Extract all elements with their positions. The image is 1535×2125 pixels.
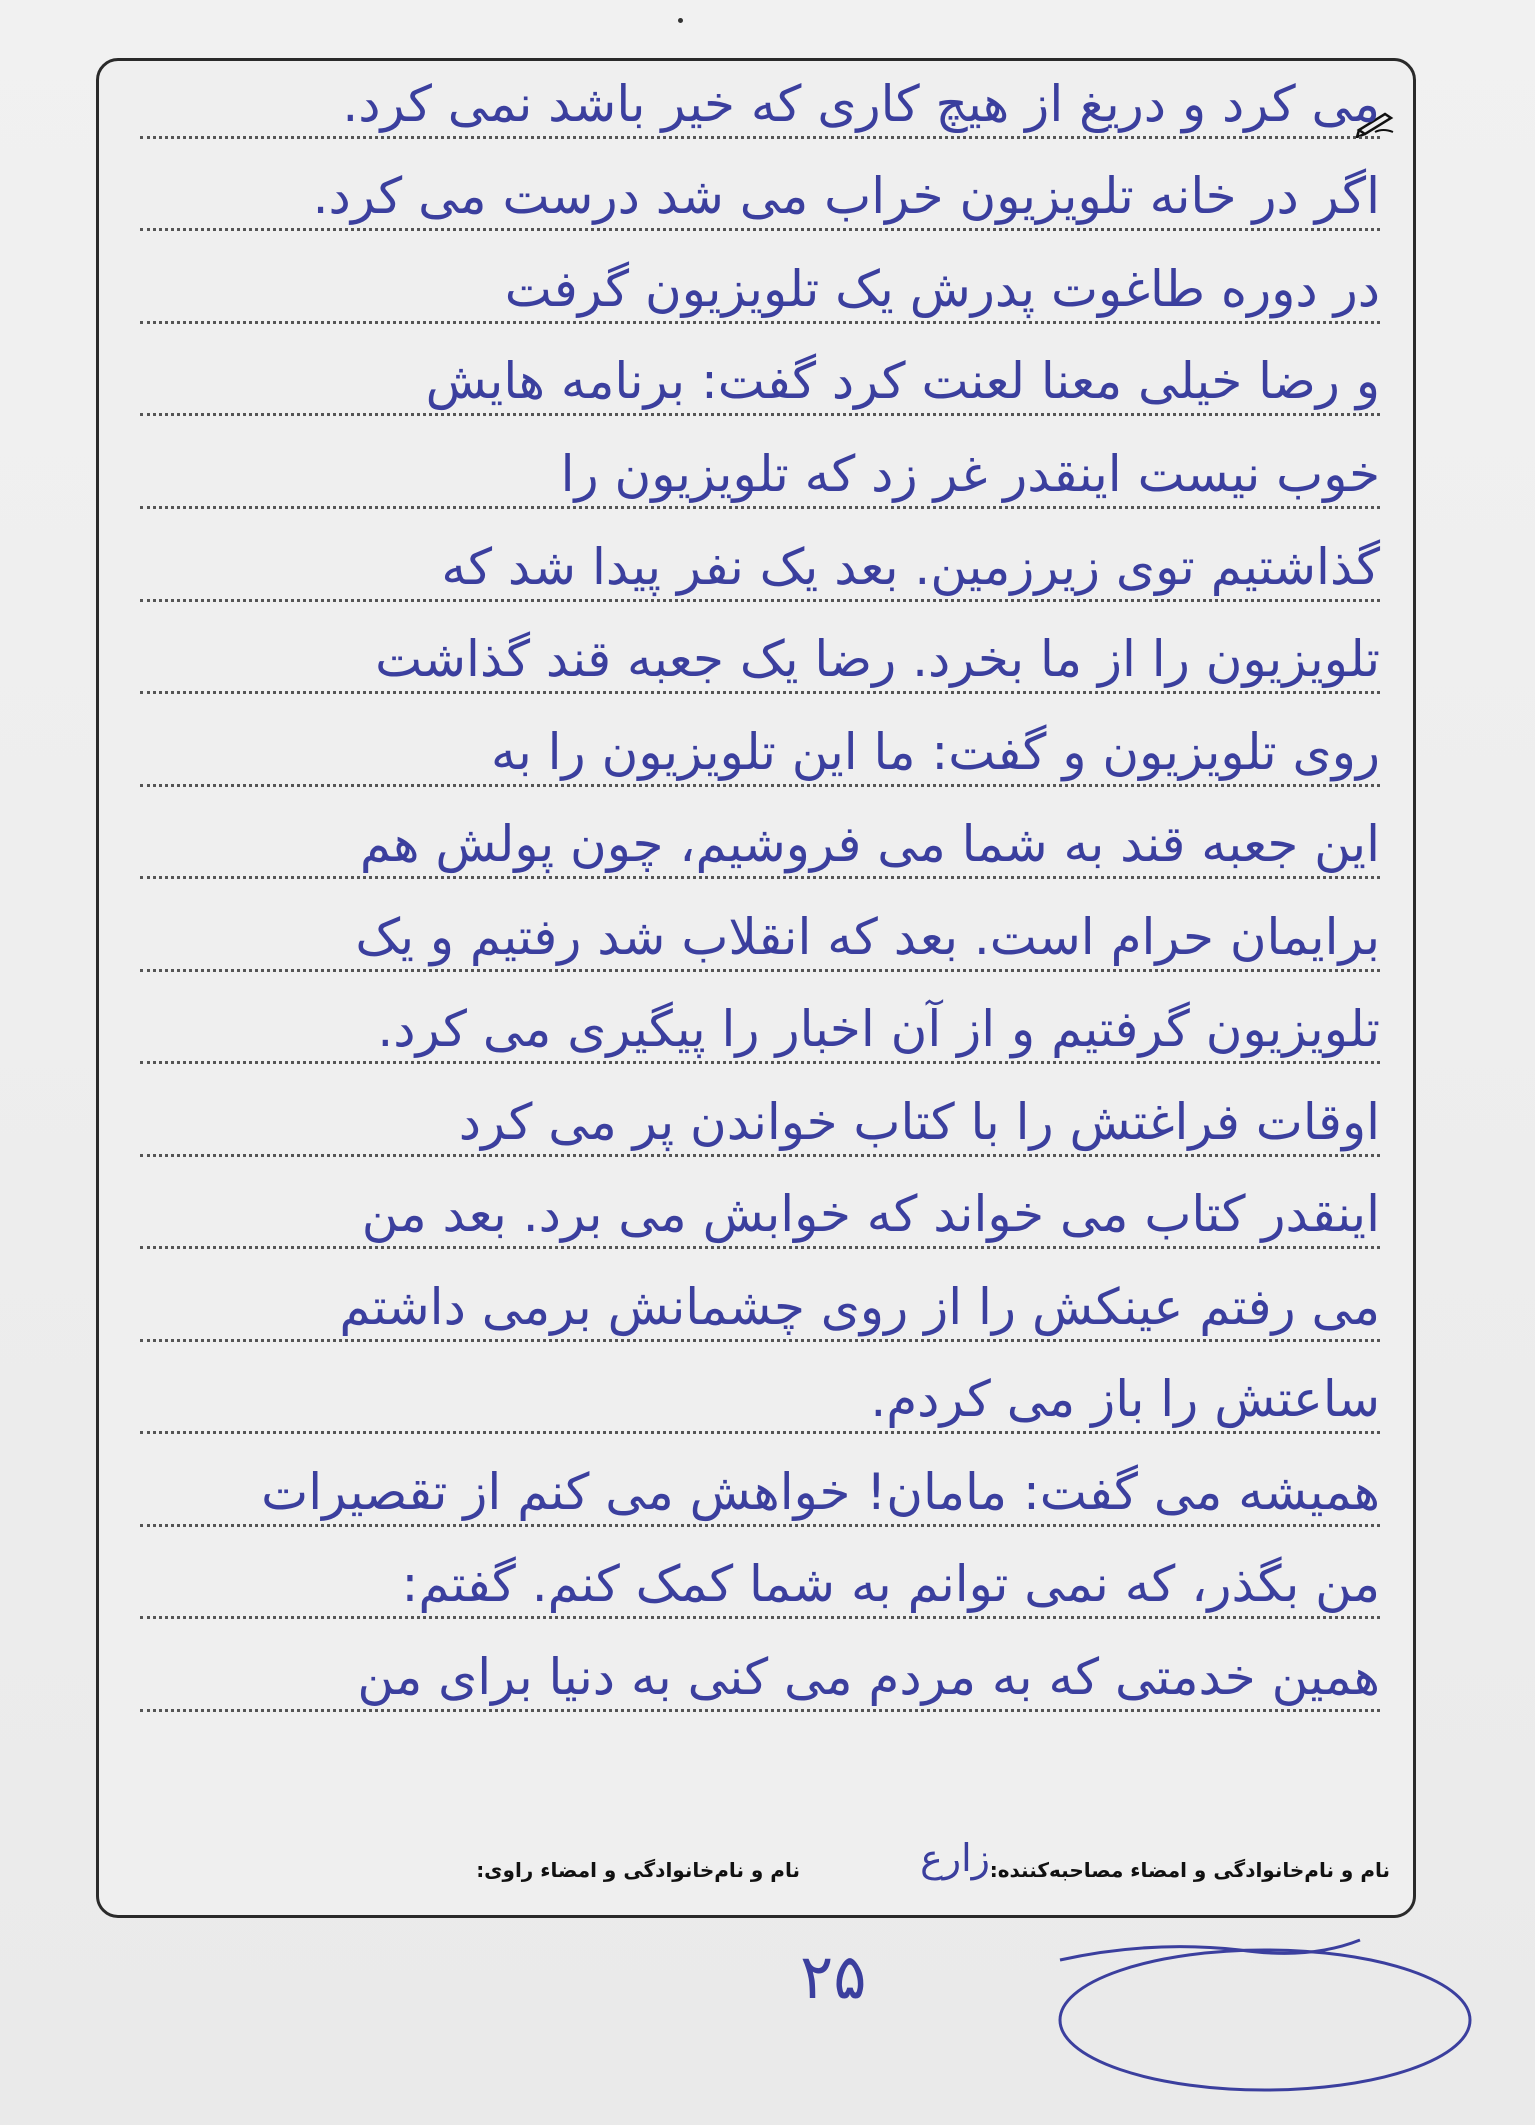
narrator-signature-scribble	[1030, 1920, 1490, 2105]
handwritten-text: همیشه می گفت: مامان! خواهش می کنم از تقصیرات	[261, 1463, 1380, 1521]
handwritten-text: تلویزیون را از ما بخرد. رضا یک جعبه قند گذاشت	[375, 630, 1380, 688]
text-line	[110, 1463, 1380, 1533]
handwritten-text: اینقدر کتاب می خواند که خوابش می برد. بعد من	[361, 1185, 1380, 1243]
text-line	[110, 630, 1380, 700]
text-line	[110, 167, 1380, 237]
text-line	[110, 1555, 1380, 1625]
handwritten-text: این جعبه قند به شما می فروشیم، چون پولش هم	[359, 815, 1380, 873]
signature-footer	[110, 1836, 1400, 1898]
handwritten-text: می رفتم عینکش را از روی چشمانش برمی داشتم	[339, 1278, 1380, 1336]
handwritten-text: و رضا خیلی معنا لعنت کرد گفت: برنامه هایش	[425, 352, 1380, 410]
text-line	[110, 75, 1380, 145]
text-line	[110, 352, 1380, 422]
handwritten-text: روی تلویزیون و گفت: ما این تلویزیون را به	[491, 723, 1380, 781]
interviewer-signature-label: نام و نام‌خانوادگی و امضاء مصاحبه‌کننده:	[989, 1858, 1390, 1882]
handwritten-text: گذاشتیم توی زیرزمین. بعد یک نفر پیدا شد که	[441, 538, 1380, 596]
text-line	[110, 908, 1380, 978]
handwritten-text: همین خدمتی که به مردم می کنی به دنیا برای من	[357, 1648, 1380, 1706]
handwritten-text: اوقات فراغتش را با کتاب خواندن پر می کرد	[458, 1093, 1380, 1151]
page-frame	[96, 58, 1416, 1918]
text-line	[110, 538, 1380, 608]
handwritten-text: برایمان حرام است. بعد که انقلاب شد رفتیم و یک	[355, 908, 1380, 966]
text-line	[110, 1093, 1380, 1163]
handwritten-text: اگر در خانه تلویزیون خراب می شد درست می کرد.	[312, 167, 1380, 225]
handwritten-text: ساعتش را باز می کردم.	[870, 1370, 1380, 1428]
handwritten-text: در دوره طاغوت پدرش یک تلویزیون گرفت	[504, 260, 1380, 318]
text-line	[110, 1000, 1380, 1070]
handwritten-text: تلویزیون گرفتیم و از آن اخبار را پیگیری می کرد.	[377, 1000, 1380, 1058]
text-line	[110, 723, 1380, 793]
narrator-signature-label: نام و نام‌خانوادگی و امضاء راوی:	[476, 1858, 800, 1882]
text-line	[110, 1370, 1380, 1440]
handwritten-text: من بگذر، که نمی توانم به شما کمک کنم. گفتم:	[401, 1555, 1380, 1613]
text-line	[110, 445, 1380, 515]
text-line	[110, 815, 1380, 885]
handwritten-text: می کرد و دریغ از هیچ کاری که خیر باشد نمی کرد.	[342, 75, 1380, 133]
handwritten-text: خوب نیست اینقدر غر زد که تلویزیون را	[560, 445, 1380, 503]
text-line	[110, 1648, 1380, 1718]
page-number: ۲۵	[800, 1940, 867, 2013]
interviewer-signature: زارع	[920, 1836, 990, 1880]
text-line	[110, 260, 1380, 330]
text-line	[110, 1278, 1380, 1348]
scan-speck	[678, 18, 683, 23]
text-line	[110, 1185, 1380, 1255]
